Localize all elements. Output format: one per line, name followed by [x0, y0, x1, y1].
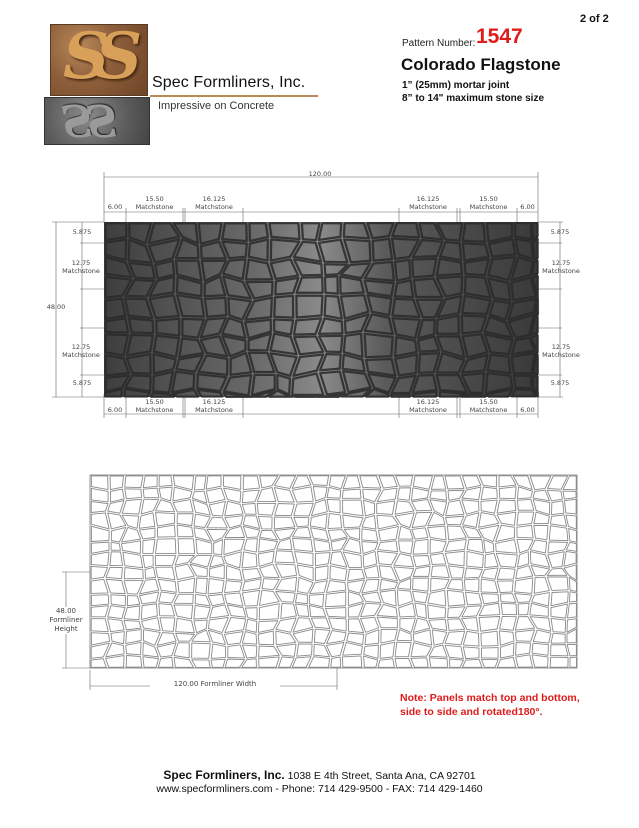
- formliner-width-dim: 120.00 Formliner Width: [150, 680, 280, 688]
- overall-width-dim: 120.00: [308, 170, 332, 178]
- pattern-number-label: Pattern Number:: [402, 38, 476, 49]
- top-dim-4: 16.125 Matchstone: [409, 195, 447, 211]
- left-dim-3: 12.75 Matchstone: [62, 343, 100, 359]
- top-dim-1: 6.00: [107, 203, 123, 211]
- footer-contact: www.specformliners.com - Phone: 714 429-9500 - FAX: 714 429-1460: [156, 783, 483, 795]
- company-tagline: Impressive on Concrete: [158, 100, 275, 112]
- sf-monogram-logo-icon: SS: [63, 19, 131, 94]
- left-dim-1: 5.875: [72, 228, 92, 236]
- pattern-number: 1547: [476, 25, 523, 48]
- bottom-dim-4: 16.125 Matchstone: [409, 398, 447, 414]
- company-name: Spec Formliners, Inc.: [152, 74, 306, 91]
- sf-monogram-reflection-icon: SS: [56, 94, 117, 145]
- top-dim-2: 15.50 Matchstone: [135, 195, 174, 211]
- bottom-dim-3: 16.125 Matchstone: [195, 398, 233, 414]
- bottom-dim-1: 6.00: [107, 406, 123, 414]
- bottom-dim-6: 6.00: [520, 406, 535, 414]
- top-dim-5: 15.50 Matchstone: [469, 195, 508, 211]
- formliner-height-dim: 48.00 Formliner Height: [49, 607, 83, 633]
- formliner-line-drawing: [90, 475, 577, 668]
- panel-match-note: Note: Panels match top and bottom, side to side and rotated180°.: [400, 692, 580, 718]
- footer-address: Spec Formliners, Inc. 1038 E 4th Street, Santa Ana, CA 92701: [163, 768, 476, 782]
- page-indicator: 2 of 2: [580, 13, 609, 25]
- top-dim-6: 6.00: [520, 203, 535, 211]
- right-dim-1: 5.875: [550, 228, 570, 236]
- spec-stone-size: 8” to 14" maximum stone size: [402, 93, 545, 104]
- left-dim-4: 5.875: [72, 379, 92, 387]
- bottom-dim-2: 15.50 Matchstone: [135, 398, 174, 414]
- right-dim-4: 5.875: [550, 379, 570, 387]
- bottom-dim-5: 15.50 Matchstone: [469, 398, 508, 414]
- spec-mortar-joint: 1” (25mm) mortar joint: [402, 80, 510, 91]
- right-dim-2: 12.75 Matchstone: [542, 259, 580, 275]
- pattern-name: Colorado Flagstone: [401, 55, 561, 74]
- left-dim-2: 12.75 Matchstone: [62, 259, 100, 275]
- top-dim-3: 16.125 Matchstone: [195, 195, 233, 211]
- overall-height-dim: 48.00: [46, 303, 66, 311]
- right-dim-3: 12.75 Matchstone: [542, 343, 580, 359]
